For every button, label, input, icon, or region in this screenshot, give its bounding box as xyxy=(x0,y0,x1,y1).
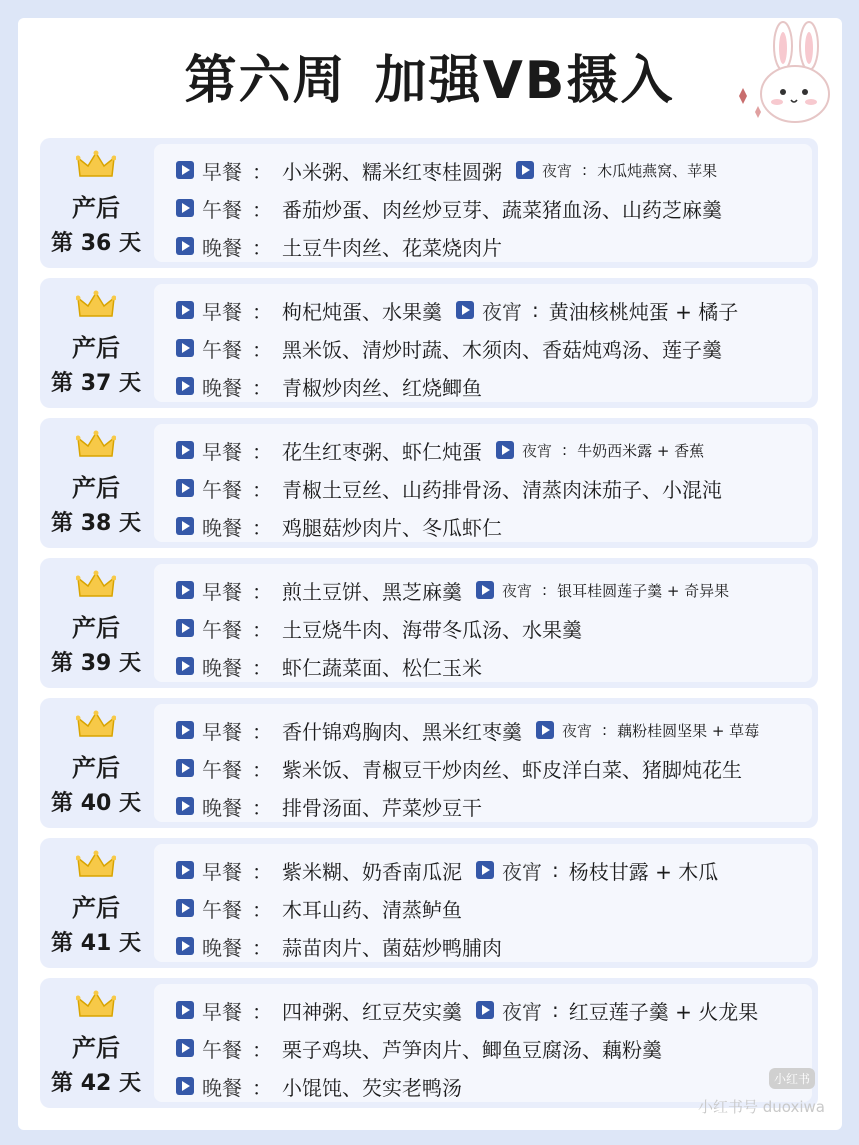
day-card xyxy=(40,838,818,968)
day-card xyxy=(40,978,818,1108)
lunch-label: 午餐 xyxy=(202,757,242,782)
play-icon xyxy=(176,339,194,357)
play-icon xyxy=(176,861,194,879)
crown-icon xyxy=(76,990,116,1020)
dinner-row: 晚餐 ： 土豆牛肉丝、花菜烧肉片 xyxy=(176,230,502,262)
dinner-row: 晚餐 ： 虾仁蔬菜面、松仁玉米 xyxy=(176,650,482,682)
lunch-row: 午餐 ： 青椒土豆丝、山药排骨汤、清蒸肉沫茄子、小混沌 xyxy=(176,472,722,504)
play-icon xyxy=(176,1039,194,1057)
breakfast-row: 早餐 ： 四神粥、红豆芡实羹 夜宵 : 红豆莲子羹 + 火龙果 xyxy=(176,994,758,1026)
lunch-label: 午餐 xyxy=(202,197,242,222)
day-number: 第 40 天 xyxy=(51,791,141,816)
dinner-text: 小馄饨、芡实老鸭汤 xyxy=(282,1075,462,1100)
night-text: 藕粉桂圆坚果 + 草莓 xyxy=(617,721,760,740)
day-label xyxy=(40,978,152,1108)
play-icon xyxy=(476,1001,494,1019)
day-card xyxy=(40,698,818,828)
dinner-row: 晚餐 ： 蒜苗肉片、菌菇炒鸭脯肉 xyxy=(176,930,502,962)
night-label: 夜宵 xyxy=(502,999,542,1024)
crown-icon xyxy=(76,570,116,600)
day-card xyxy=(40,418,818,548)
night-snack: 夜宵 : 木瓜炖燕窝、苹果 xyxy=(516,160,717,181)
dinner-label: 晚餐 xyxy=(202,795,242,820)
play-icon xyxy=(176,581,194,599)
night-snack: 夜宵 : 银耳桂圆莲子羹 + 奇异果 xyxy=(476,580,729,601)
play-icon xyxy=(176,619,194,637)
lunch-text: 栗子鸡块、芦笋肉片、鲫鱼豆腐汤、藕粉羹 xyxy=(282,1037,662,1062)
dinner-text: 蒜苗肉片、菌菇炒鸭脯肉 xyxy=(282,935,502,960)
lunch-label: 午餐 xyxy=(202,617,242,642)
breakfast-text: 四神粥、红豆芡实羹 xyxy=(282,999,462,1024)
day-number: 第 37 天 xyxy=(51,371,141,396)
day-label xyxy=(40,418,152,548)
lunch-label: 午餐 xyxy=(202,897,242,922)
night-snack: 夜宵 : 牛奶西米露 + 香蕉 xyxy=(496,440,704,461)
play-icon xyxy=(176,1077,194,1095)
day-number: 第 38 天 xyxy=(51,511,141,536)
lunch-row: 午餐 ： 木耳山药、清蒸鲈鱼 xyxy=(176,892,462,924)
day-number: 第 36 天 xyxy=(51,231,141,256)
lunch-text: 番茄炒蛋、肉丝炒豆芽、蔬菜猪血汤、山药芝麻羹 xyxy=(282,197,722,222)
dinner-label: 晚餐 xyxy=(202,1075,242,1100)
dinner-text: 鸡腿菇炒肉片、冬瓜虾仁 xyxy=(282,515,502,540)
night-snack: 夜宵 : 黄油核桃炖蛋 + 橘子 xyxy=(456,296,738,325)
dinner-text: 青椒炒肉丝、红烧鲫鱼 xyxy=(282,375,482,400)
lunch-row: 午餐 ： 土豆烧牛肉、海带冬瓜汤、水果羹 xyxy=(176,612,582,644)
night-text: 杨枝甘露 + 木瓜 xyxy=(568,859,719,884)
dinner-label: 晚餐 xyxy=(202,235,242,260)
night-label: 夜宵 xyxy=(502,859,542,884)
play-icon xyxy=(176,1001,194,1019)
breakfast-row: 早餐 ： 香什锦鸡胸肉、黑米红枣羹 夜宵 : 藕粉桂圆坚果 + 草莓 xyxy=(176,714,759,746)
watermark-badge: 小红书 xyxy=(769,1068,815,1089)
watermark-text: 小红书号 duoxiwa xyxy=(697,1098,825,1116)
night-text: 木瓜炖燕窝、苹果 xyxy=(597,161,718,180)
breakfast-label: 早餐 xyxy=(202,999,242,1024)
day-card xyxy=(40,558,818,688)
day-label xyxy=(40,698,152,828)
dinner-row: 晚餐 ： 青椒炒肉丝、红烧鲫鱼 xyxy=(176,370,482,402)
crown-icon xyxy=(76,850,116,880)
crown-icon xyxy=(76,150,116,180)
lunch-text: 木耳山药、清蒸鲈鱼 xyxy=(282,897,462,922)
lunch-text: 黑米饭、清炒时蔬、木须肉、香菇炖鸡汤、莲子羹 xyxy=(282,337,722,362)
night-snack: 夜宵 : 红豆莲子羹 + 火龙果 xyxy=(476,996,758,1025)
dinner-row: 晚餐 ： 排骨汤面、芹菜炒豆干 xyxy=(176,790,482,822)
breakfast-text: 煎土豆饼、黑芝麻羹 xyxy=(282,579,462,604)
postpartum-label: 产后 xyxy=(72,194,120,222)
night-text: 牛奶西米露 + 香蕉 xyxy=(577,441,705,460)
postpartum-label: 产后 xyxy=(72,754,120,782)
lunch-row: 午餐 ： 番茄炒蛋、肉丝炒豆芽、蔬菜猪血汤、山药芝麻羹 xyxy=(176,192,722,224)
meal-list xyxy=(154,704,812,822)
lunch-label: 午餐 xyxy=(202,337,242,362)
meal-list xyxy=(154,424,812,542)
lunch-row: 午餐 ： 黑米饭、清炒时蔬、木须肉、香菇炖鸡汤、莲子羹 xyxy=(176,332,722,364)
meal-list xyxy=(154,564,812,682)
night-label: 夜宵 xyxy=(522,441,553,460)
page-title: 第六周 加强VB摄入 xyxy=(184,51,675,111)
dinner-label: 晚餐 xyxy=(202,515,242,540)
breakfast-row: 早餐 ： 枸杞炖蛋、水果羹 夜宵 : 黄油核桃炖蛋 + 橘子 xyxy=(176,294,738,326)
lunch-text: 青椒土豆丝、山药排骨汤、清蒸肉沫茄子、小混沌 xyxy=(282,477,722,502)
play-icon xyxy=(176,657,194,675)
dinner-text: 排骨汤面、芹菜炒豆干 xyxy=(282,795,482,820)
play-icon xyxy=(176,301,194,319)
night-snack: 夜宵 : 杨枝甘露 + 木瓜 xyxy=(476,856,718,885)
play-icon xyxy=(176,161,194,179)
day-label xyxy=(40,838,152,968)
meal-list xyxy=(154,984,812,1102)
play-icon xyxy=(176,899,194,917)
lunch-text: 紫米饭、青椒豆干炒肉丝、虾皮洋白菜、猪脚炖花生 xyxy=(282,757,742,782)
postpartum-label: 产后 xyxy=(72,894,120,922)
day-label xyxy=(40,278,152,408)
postpartum-label: 产后 xyxy=(72,334,120,362)
lunch-label: 午餐 xyxy=(202,477,242,502)
dinner-row: 晚餐 ： 鸡腿菇炒肉片、冬瓜虾仁 xyxy=(176,510,502,542)
play-icon xyxy=(176,237,194,255)
day-label xyxy=(40,138,152,268)
day-card xyxy=(40,278,818,408)
play-icon xyxy=(176,721,194,739)
play-icon xyxy=(176,517,194,535)
dinner-text: 土豆牛肉丝、花菜烧肉片 xyxy=(282,235,502,260)
play-icon xyxy=(176,479,194,497)
play-icon xyxy=(176,199,194,217)
breakfast-row: 早餐 ： 煎土豆饼、黑芝麻羹 夜宵 : 银耳桂圆莲子羹 + 奇异果 xyxy=(176,574,729,606)
day-number: 第 39 天 xyxy=(51,651,141,676)
lunch-label: 午餐 xyxy=(202,1037,242,1062)
lunch-row: 午餐 ： 栗子鸡块、芦笋肉片、鲫鱼豆腐汤、藕粉羹 xyxy=(176,1032,662,1064)
postpartum-label: 产后 xyxy=(72,474,120,502)
breakfast-row: 早餐 ： 花生红枣粥、虾仁炖蛋 夜宵 : 牛奶西米露 + 香蕉 xyxy=(176,434,704,466)
night-snack: 夜宵 : 藕粉桂圆坚果 + 草莓 xyxy=(536,720,759,741)
night-label: 夜宵 xyxy=(542,161,573,180)
meal-list xyxy=(154,144,812,262)
bunny-mascot xyxy=(731,16,851,136)
play-icon xyxy=(456,301,474,319)
play-icon xyxy=(176,797,194,815)
night-label: 夜宵 xyxy=(562,721,593,740)
day-card xyxy=(40,138,818,268)
breakfast-label: 早餐 xyxy=(202,439,242,464)
breakfast-label: 早餐 xyxy=(202,299,242,324)
night-label: 夜宵 xyxy=(482,299,522,324)
meal-list xyxy=(154,844,812,962)
night-text: 黄油核桃炖蛋 + 橘子 xyxy=(548,299,739,324)
day-number: 第 41 天 xyxy=(51,931,141,956)
dinner-text: 虾仁蔬菜面、松仁玉米 xyxy=(282,655,482,680)
breakfast-row: 早餐 ： 小米粥、糯米红枣桂圆粥 夜宵 : 木瓜炖燕窝、苹果 xyxy=(176,154,717,186)
crown-icon xyxy=(76,710,116,740)
play-icon xyxy=(536,721,554,739)
breakfast-text: 小米粥、糯米红枣桂圆粥 xyxy=(282,159,502,184)
play-icon xyxy=(476,861,494,879)
play-icon xyxy=(476,581,494,599)
dinner-label: 晚餐 xyxy=(202,655,242,680)
dinner-label: 晚餐 xyxy=(202,935,242,960)
breakfast-label: 早餐 xyxy=(202,859,242,884)
play-icon xyxy=(496,441,514,459)
crown-icon xyxy=(76,430,116,460)
play-icon xyxy=(176,377,194,395)
breakfast-row: 早餐 ： 紫米糊、奶香南瓜泥 夜宵 : 杨枝甘露 + 木瓜 xyxy=(176,854,718,886)
breakfast-text: 紫米糊、奶香南瓜泥 xyxy=(282,859,462,884)
breakfast-label: 早餐 xyxy=(202,719,242,744)
breakfast-text: 枸杞炖蛋、水果羹 xyxy=(282,299,442,324)
night-label: 夜宵 xyxy=(502,581,533,600)
lunch-row: 午餐 ： 紫米饭、青椒豆干炒肉丝、虾皮洋白菜、猪脚炖花生 xyxy=(176,752,742,784)
breakfast-label: 早餐 xyxy=(202,579,242,604)
dinner-row: 晚餐 ： 小馄饨、芡实老鸭汤 xyxy=(176,1070,462,1102)
postpartum-label: 产后 xyxy=(72,614,120,642)
play-icon xyxy=(176,759,194,777)
play-icon xyxy=(176,937,194,955)
play-icon xyxy=(516,161,534,179)
breakfast-text: 花生红枣粥、虾仁炖蛋 xyxy=(282,439,482,464)
crown-icon xyxy=(76,290,116,320)
day-label xyxy=(40,558,152,688)
postpartum-label: 产后 xyxy=(72,1034,120,1062)
play-icon xyxy=(176,441,194,459)
lunch-text: 土豆烧牛肉、海带冬瓜汤、水果羹 xyxy=(282,617,582,642)
night-text: 银耳桂圆莲子羹 + 奇异果 xyxy=(557,581,730,600)
day-number: 第 42 天 xyxy=(51,1071,141,1096)
breakfast-text: 香什锦鸡胸肉、黑米红枣羹 xyxy=(282,719,522,744)
breakfast-label: 早餐 xyxy=(202,159,242,184)
dinner-label: 晚餐 xyxy=(202,375,242,400)
meal-list xyxy=(154,284,812,402)
night-text: 红豆莲子羹 + 火龙果 xyxy=(568,999,759,1024)
